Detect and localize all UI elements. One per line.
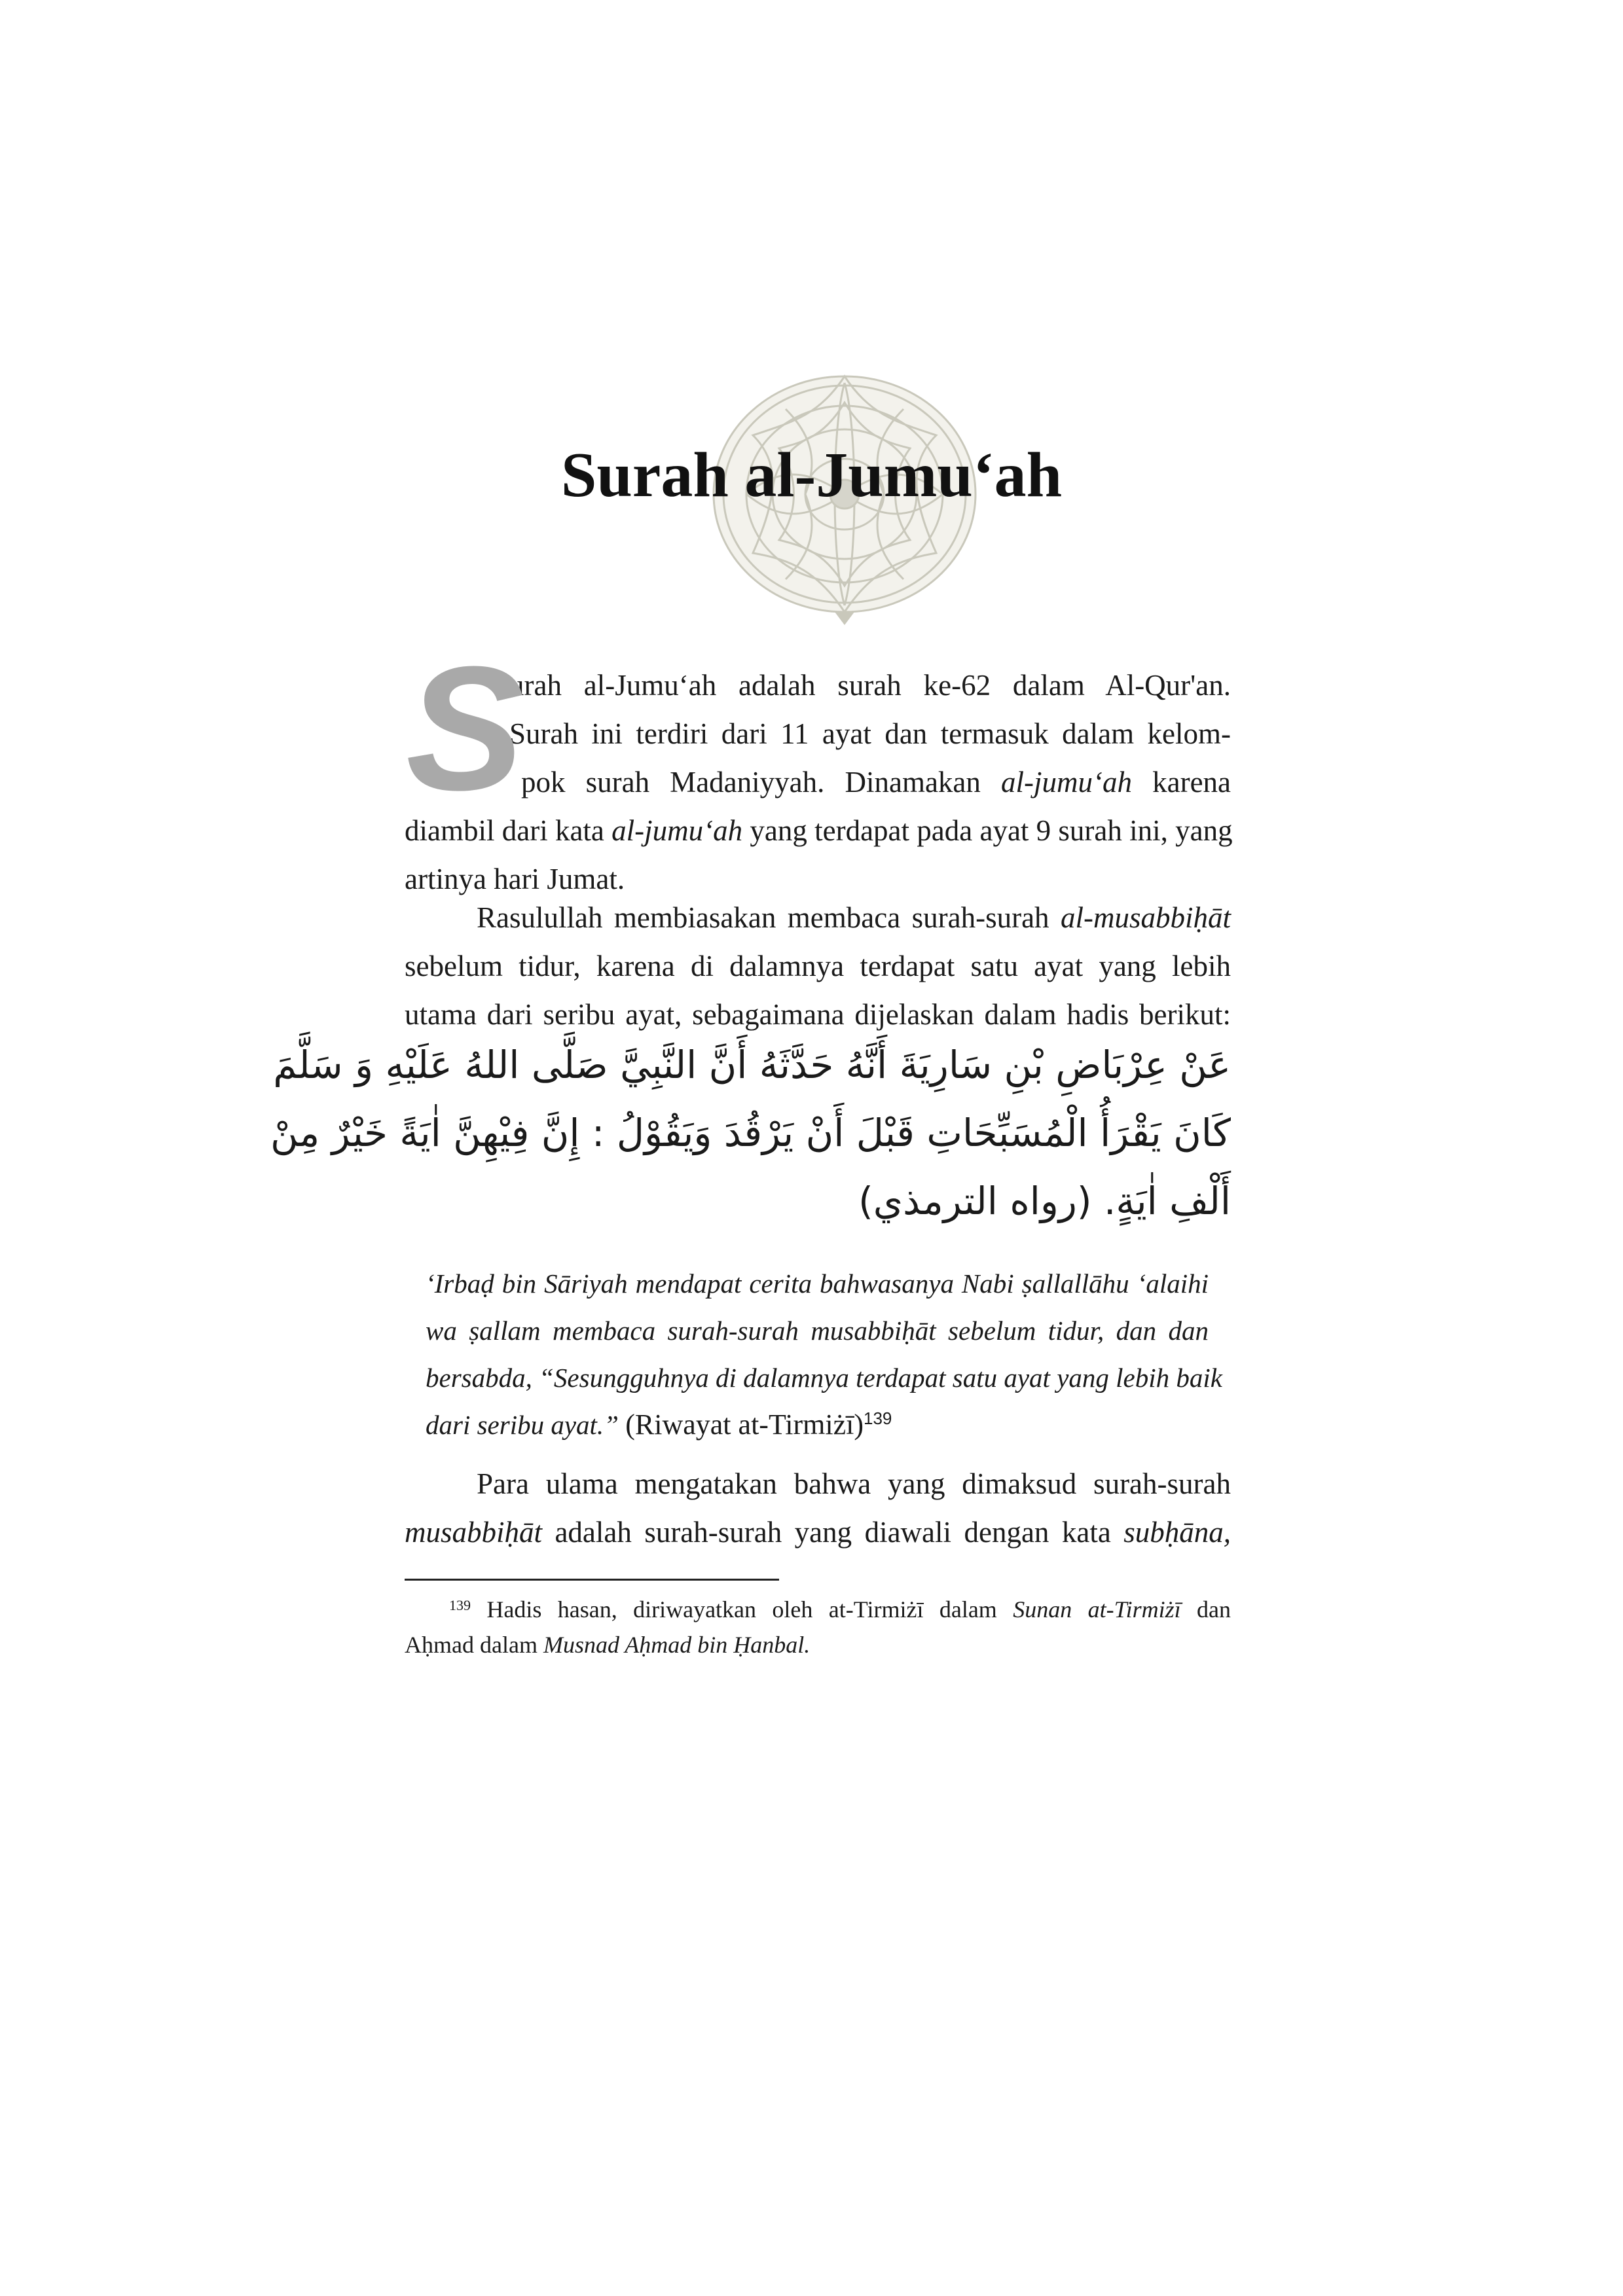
para3-line-1: Para ulama mengatakan bahwa yang dimaksud surah-surah <box>477 1467 1231 1500</box>
intro-line-5: artinya hari Jumat. <box>405 863 625 895</box>
translation-line-3: bersabda, “Sesungguhnya di dalamnya terdapat satu ayat yang lebih baik <box>426 1363 1222 1393</box>
intro-line-4: diambil dari kata al-jumu‘ah yang terdapat pada ayat 9 surah ini, yang <box>405 814 1233 847</box>
footnote-line-2: Aḥmad dalam Musnad Aḥmad bin Ḥanbal. <box>405 1632 811 1658</box>
intro-line-2: Surah ini terdiri dari 11 ayat dan termasuk dalam kelom- <box>509 717 1231 750</box>
arabic-line-2: كَانَ يَقْرَأُ الْمُسَبِّحَاتِ قَبْلَ أَنْ يَرْقُدَ وَيَقُوْلُ : إِنَّ فِيْهِنَّ اٰيَةً خَيْرٌ مِنْ <box>270 1111 1231 1155</box>
para2-line-3: utama dari seribu ayat, sebagaimana dijelaskan dalam hadis berikut: <box>405 998 1231 1031</box>
arabic-line-1: عَنْ عِرْبَاضِ بْنِ سَارِيَةَ أَنَّهُ حَدَّثَهُ أَنَّ النَّبِيَّ صَلَّى اللهُ عَلَيْهِ وَ سَلَّمَ <box>273 1043 1231 1087</box>
drop-cap-letter <box>405 630 524 827</box>
hadith-translation <box>426 1260 1222 1448</box>
footnote-separator <box>405 1579 779 1581</box>
intro-paragraph <box>405 630 1233 903</box>
para2-line-1: Rasulullah membiasakan membaca surah-surah al-musabbiḥāt <box>477 901 1231 934</box>
para2-line-2: sebelum tidur, karena di dalamnya terdapat satu ayat yang lebih <box>405 950 1231 982</box>
intro-line-3: pok surah Madaniyyah. Dinamakan al-jumu‘ah karena <box>521 766 1231 798</box>
translation-line-1: ‘Irbaḍ bin Sāriyah mendapat cerita bahwasanya Nabi ṣallallāhu ‘alaihi <box>426 1268 1209 1299</box>
footnote <box>405 1592 1231 1662</box>
hadith-source: (Riwayat at-Tirmiżī) <box>625 1408 864 1441</box>
arabic-hadith <box>270 1031 1231 1235</box>
footnote-reference[interactable]: 139 <box>864 1408 892 1428</box>
footnote-number: 139 <box>449 1597 471 1613</box>
scholars-paragraph <box>405 1460 1231 1556</box>
translation-line-2: wa ṣallam membaca surah-surah musabbiḥāt sebelum tidur, dan dan <box>426 1316 1209 1346</box>
intro-line-1: urah al-Jumu‘ah adalah surah ke-62 dalam Al-Qur'an. <box>509 669 1231 702</box>
para3-line-2: musabbiḥāt adalah surah-surah yang diawali dengan kata subḥāna, <box>405 1516 1231 1549</box>
page-title: Surah al-Jumu‘ah <box>560 440 1063 511</box>
svg-text:S: S <box>406 630 524 827</box>
footnote-line-1: $^{139}$ Hadis hasan, diriwayatkan oleh at-Tirmiżī dalam Sunan at-Tirmiżī dan <box>449 1596 1231 1623</box>
arabic-line-3: أَلْفِ اٰيَةٍ. (رواه الترمذي) <box>858 1179 1231 1223</box>
musabbihat-paragraph <box>405 893 1231 1039</box>
translation-line-4: dari seribu ayat.” (Riwayat at-Tirmiżī)$^{139}$ <box>426 1408 892 1441</box>
